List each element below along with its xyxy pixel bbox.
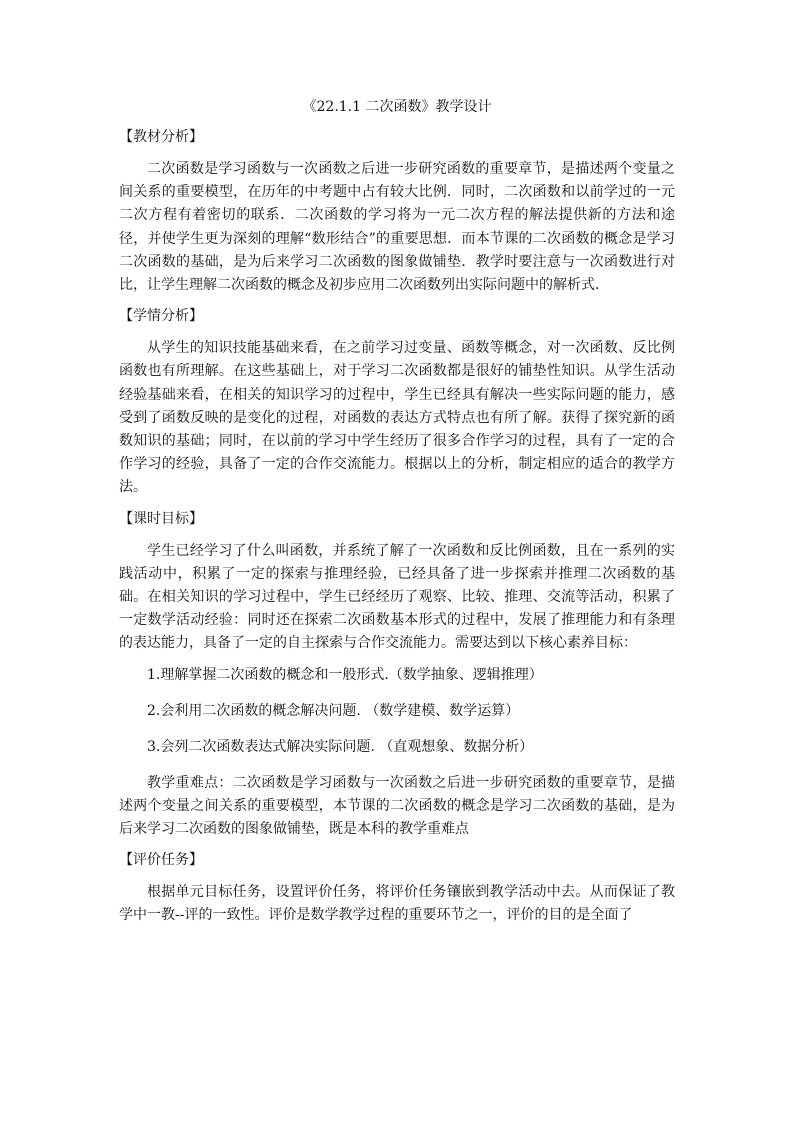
textbook-analysis-paragraph: 二次函数是学习函数与一次函数之后进一步研究函数的重要章节，是描述两个变量之间关系的重要模型，在历年的中考题中占有较大比例．同时，二次函数和以前学过的一元二次方程有着密切的联系．二次函数的学习将为一元二次方程的解法提供新的方法和途径，并使学生更为深刻的理解“数形结合”的重要思想．而本节课的二次函数的概念是学习二次函数的基础，是为后来学习二次函数的图象做铺垫．教学时要注意与一次函数进行对比，让学生理解二次函数的概念及初步应用二次函数列出实际问题中的解析式．	[119, 161, 675, 294]
section-heading-textbook-analysis: 【教材分析】	[119, 129, 203, 145]
key-difficult-points-paragraph: 教学重难点：二次函数是学习函数与一次函数之后进一步研究函数的重要章节，是描述两个变量之间关系的重要模型，本节课的二次函数的概念是学习二次函数的基础，是为后来学习二次函数的图象做铺垫，既是本科的教学重难点	[119, 774, 675, 838]
student-analysis-paragraph: 从学生的知识技能基础来看，在之前学习过变量、函数等概念，对一次函数、反比例函数也有所理解。在这些基础上，对于学习二次函数都是很好的铺垫性知识。从学生活动经验基础来看，在相关的知识学习的过程中，学生已经具有解决一些实际问题的能力，感受到了函数反映的是变化的过程，对函数的表达方式特点也有所了解。获得了探究新的函数知识的基础；同时，在以前的学习中学生经历了很多合作学习的过程，具有了一定的合作学习的经验，具备了一定的合作交流能力。根据以上的分析，制定相应的适合的教学方法。	[119, 340, 675, 496]
section-heading-student-analysis: 【学情分析】	[119, 308, 203, 325]
objective-item-2: 2.会利用二次函数的概念解决问题. （数学建模、数学运算）	[147, 702, 520, 719]
evaluation-tasks-paragraph: 根据单元目标任务，设置评价任务，将评价任务镶嵌到教学活动中去。从而保证了教学中一教--评的一致性。评价是数学教学过程的重要环节之一，评价的目的是全面了	[119, 884, 675, 924]
document-content	[119, 96, 675, 936]
section-heading-evaluation-tasks: 【评价任务】	[119, 852, 203, 869]
objective-item-3: 3.会列二次函数表达式解决实际问题. （直观想象、数据分析）	[147, 738, 534, 755]
objective-item-1: 1.理解掌握二次函数的概念和一般形式.（数学抽象、逻辑推理）	[147, 666, 543, 683]
document-title: 《22.1.1 二次函数》教学设计	[302, 99, 492, 115]
section-heading-lesson-objectives: 【课时目标】	[119, 510, 203, 527]
lesson-objectives-paragraph: 学生已经学习了什么叫函数，并系统了解了一次函数和反比例函数，且在一系列的实践活动中，积累了一定的探索与推理经验，已经具备了进一步探索并推理二次函数的基础。在相关知识的学习过程中，学生已经经历了观察、比较、推理、交流等活动，积累了一定数学活动经验：同时还在探索二次函数基本形式的过程中，发展了推理能力和有条理的表达能力，具备了一定的自主探索与合作交流能力。需要达到以下核心素养目标：	[119, 542, 675, 652]
